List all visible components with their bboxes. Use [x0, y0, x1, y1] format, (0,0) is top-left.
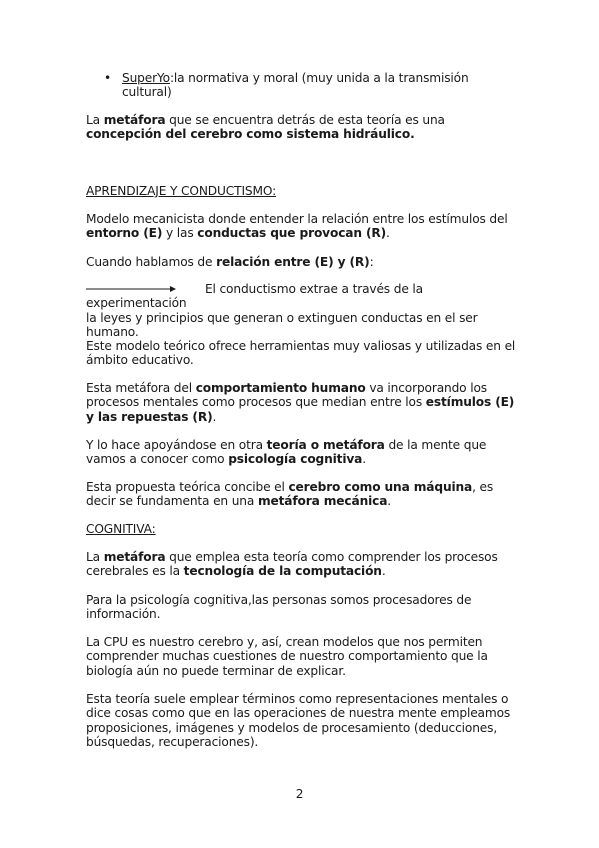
text: La [86, 550, 104, 564]
bold-text: estímulos (E) y las repuestas (R) [86, 395, 515, 424]
paragraph-representaciones-mentales: Esta teoría suele emplear términos como representaciones mentales o dice cosas como que en las operaciones de nuestra mente empleamos proposiciones, imágenes y modelos de procesamiento (deducciones, búsquedas, recuperaciones). [86, 692, 511, 750]
text: va incorporando los procesos mentales como procesos que median entre los [86, 381, 487, 410]
bold-text: metáfora [103, 113, 166, 127]
text: Esta metáfora del [86, 381, 196, 395]
paragraph-propuesta-teorica [86, 480, 516, 509]
paragraph-cpu-cerebro: La CPU es nuestro cerebro y, así, crean modelos que nos permiten comprender muchas cuestiones de nuestro comportamiento que la biología aún no puede terminar de explicar. [86, 635, 488, 678]
text: . [387, 494, 392, 509]
text: . [386, 226, 390, 241]
bullet-text [122, 71, 502, 100]
text: Cuando hablamos de [86, 255, 217, 269]
bullet-definition: :la normativa y moral (muy unida a la transmisión cultural) [122, 71, 469, 100]
text: Esta propuesta teórica concibe el [86, 480, 289, 494]
text: que se encuentra detrás de esta teoría es una [165, 113, 445, 127]
text: Y lo hace apoyándose en otra [86, 438, 267, 452]
bold-text: entorno (E) [86, 226, 163, 241]
bullet-term: SuperYo [122, 71, 170, 85]
bold-text: tecnología de la computación [183, 564, 382, 579]
paragraph-cuando-hablamos [86, 255, 516, 269]
bold-text: concepción del cerebro como sistema hidráulico. [86, 127, 415, 142]
text: . [212, 409, 217, 424]
bold-text: conductas que provocan (R) [197, 226, 387, 241]
bold-text: psicología cognitiva [228, 452, 363, 467]
paragraph-procesadores-informacion: Para la psicología cognitiva,las personas somos procesadores de información. [86, 593, 472, 622]
page-number: 2 [295, 787, 304, 801]
heading-aprendizaje-conductismo: APRENDIZAJE Y CONDUCTISMO: [86, 184, 277, 198]
bullet-marker: • [104, 71, 112, 85]
text: . [362, 452, 366, 467]
paragraph-este-modelo: Este modelo teórico ofrece herramientas muy valiosas y utilizadas en el ámbito educativo. [86, 339, 516, 368]
text: que emplea esta teoría como comprender los procesos cerebrales es la [86, 550, 498, 579]
text: de la mente que vamos a conocer como [86, 438, 487, 467]
bold-text: relación entre (E) y (R) [216, 255, 370, 269]
paragraph-conductismo [86, 282, 516, 340]
text: El conductismo extrae a través de la experimentación [86, 282, 423, 311]
paragraph-metafora-hidraulica [86, 113, 516, 142]
paragraph-comportamiento-humano [86, 381, 516, 424]
bold-text: metáfora mecánica [257, 494, 388, 509]
bold-text: metáfora [103, 550, 166, 564]
text: Modelo mecanicista donde entender la relación entre los estímulos del [86, 212, 508, 226]
text: y las [162, 226, 198, 241]
text: : [369, 255, 374, 269]
text: La [86, 113, 104, 127]
text: , es decir se fundamenta en una [86, 480, 494, 509]
heading-cognitiva: COGNITIVA: [86, 522, 156, 536]
bold-text: comportamiento humano [195, 381, 366, 395]
text: la leyes y principios que generan o extinguen conductas en el ser humano. [86, 310, 478, 340]
bold-text: teoría o metáfora [266, 438, 385, 452]
text: . [381, 564, 386, 579]
bold-text: cerebro como una máquina [288, 480, 473, 494]
paragraph-tecnologia-computacion [86, 550, 516, 579]
paragraph-psicologia-cognitiva [86, 438, 516, 467]
paragraph-modelo-mecanicista [86, 212, 516, 241]
